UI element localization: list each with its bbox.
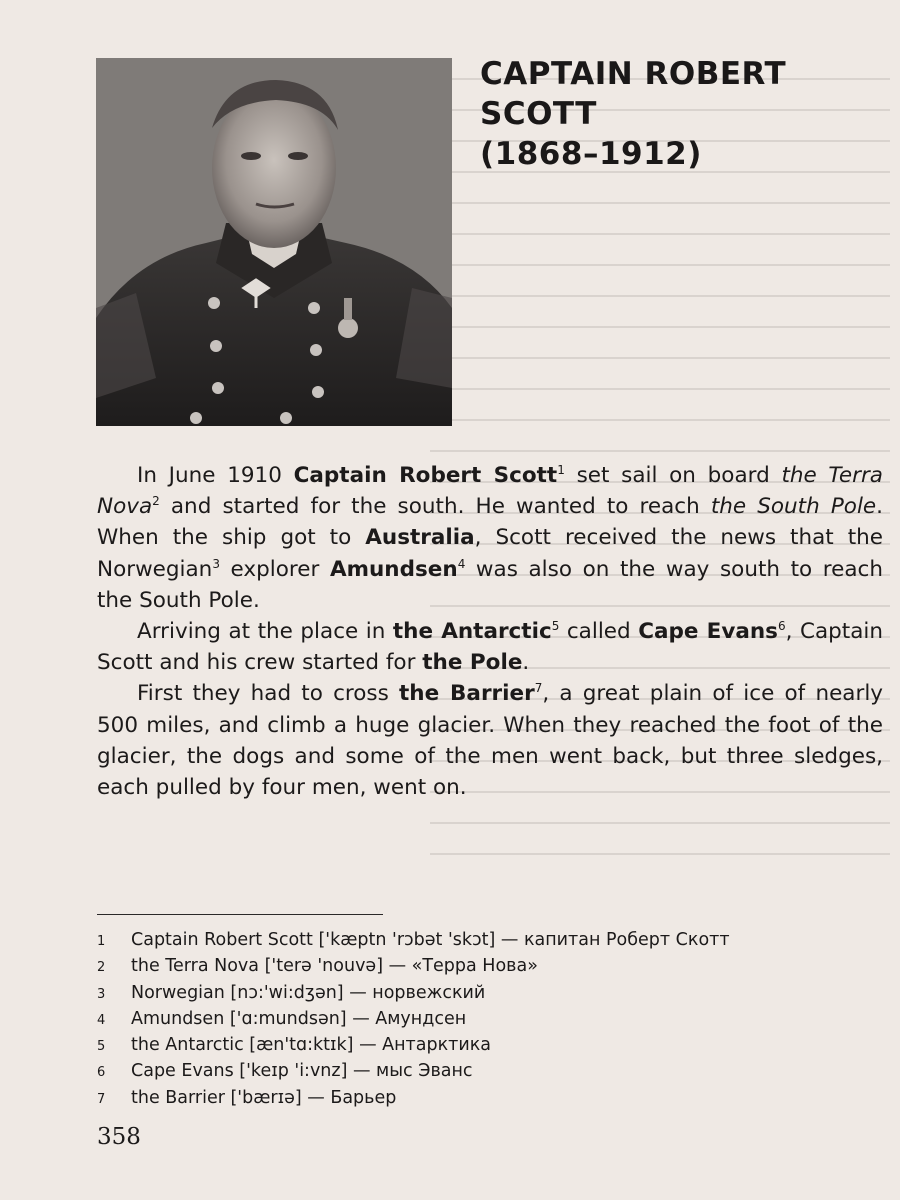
bold-term: the Barrier [399, 681, 535, 707]
footnote-number: 6 [97, 1065, 106, 1081]
text-run: . [522, 650, 530, 676]
paragraph-2 [97, 616, 883, 678]
italic-term: the South Pole [710, 494, 877, 520]
main-text [97, 460, 883, 803]
footnote-number: 1 [97, 934, 106, 949]
text-run: , Scott received the news that the Norwegian [97, 525, 883, 582]
paragraph-3 [97, 678, 883, 803]
text-run: called [559, 619, 639, 645]
footnote-number: 4 [97, 1012, 106, 1028]
footnote-text: the Antarctic [æn'tɑ:ktɪk] — Антарктика [131, 1035, 492, 1056]
footnote-text: Norwegian [nɔ:'wi:dʒən] — норвежский [131, 982, 486, 1003]
footnote-number: 3 [97, 986, 106, 1002]
portrait-photo [96, 58, 452, 426]
text-run: . When the ship got to [97, 494, 883, 551]
text-run: In June 1910 [137, 463, 294, 488]
paragraph-1 [97, 460, 883, 616]
footnote-item [97, 981, 887, 1007]
portrait-image [96, 58, 452, 426]
footnote-item [97, 954, 887, 980]
footnote-ref: 6 [777, 618, 786, 633]
footnote-item [97, 928, 887, 954]
footnote-number: 2 [97, 960, 106, 976]
footnote-number: 7 [97, 1091, 106, 1107]
footnote-text: Cape Evans ['keɪp 'i:vnz] — мыс Эванс [131, 1061, 473, 1082]
text-run: , a great plain of ice of nearly 500 miles, and climb a huge glacier. When they reached the foot of the glacier, the dogs and some of the men went back, but three sledges, each pulled by four men, went on. [97, 681, 884, 801]
bold-term: Australia [365, 525, 475, 551]
footnotes-list [97, 928, 887, 1112]
footnote-ref: 4 [457, 556, 466, 571]
text-run: Arriving at the place in [137, 619, 393, 645]
text-run: set sail on board [564, 463, 782, 488]
footnote-ref: 1 [557, 462, 565, 477]
text-run: , Captain Scott and his crew started for [97, 619, 883, 676]
title-name: CAPTAIN ROBERT SCOTT [480, 56, 787, 132]
footnote-text: Captain Robert Scott ['kæptn 'rɔbət 'skɔt] — капитан Роберт Скотт [131, 930, 730, 950]
footnote-ref: 3 [212, 556, 220, 571]
footnote-text: Amundsen ['ɑ:mundsən] — Амундсен [131, 1008, 467, 1029]
text-run: was also on the way south to reach the South Pole. [97, 556, 884, 613]
footnote-ref: 5 [551, 618, 560, 633]
footnote-item [97, 1007, 887, 1033]
footnote-ref: 2 [152, 494, 160, 509]
footnote-item [97, 1086, 887, 1112]
bold-term: Amundsen [329, 556, 458, 582]
footnote-text: the Barrier ['bærɪə] — Барьер [131, 1087, 397, 1108]
text-run: explorer [219, 556, 330, 582]
text-run: and started for the south. He wanted to reach [159, 494, 711, 520]
footnote-number: 5 [97, 1039, 106, 1055]
title-years: (1868–1912) [480, 136, 702, 172]
footnote-item [97, 1033, 887, 1059]
bold-term: the Pole [422, 650, 523, 676]
footnote-ref: 7 [534, 681, 543, 696]
footnote-text: the Terra Nova ['terə 'nouvə] — «Терра Нова» [131, 956, 538, 977]
footnote-divider [97, 914, 383, 915]
bold-term: Captain Robert Scott [293, 463, 558, 488]
bold-term: Cape Evans [638, 619, 778, 645]
chapter-title [480, 54, 880, 174]
page-number: 358 [97, 1124, 141, 1150]
italic-term: the Terra Nova [97, 463, 883, 520]
footnote-item [97, 1059, 887, 1085]
bold-term: the Antarctic [392, 619, 552, 645]
text-run: First they had to cross [137, 681, 400, 707]
